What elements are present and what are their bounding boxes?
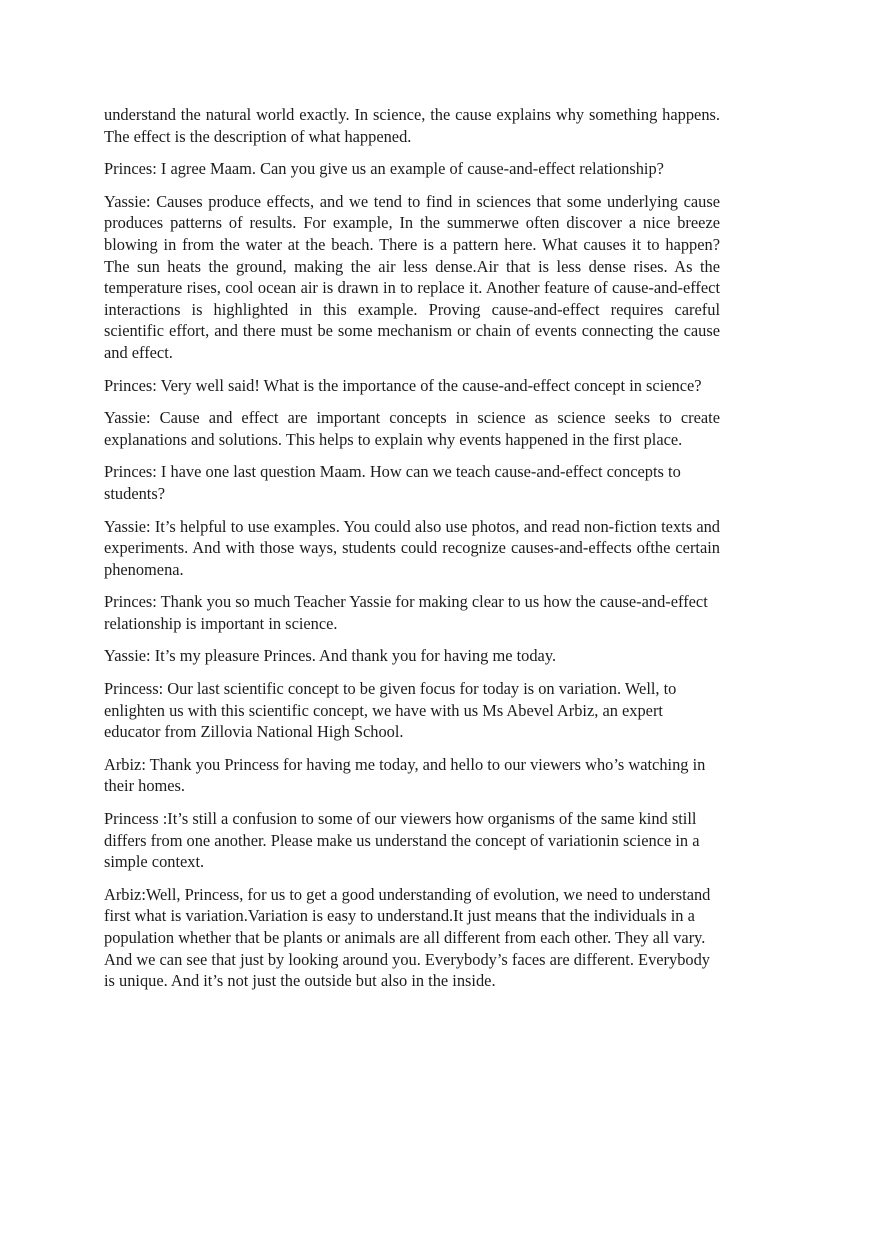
paragraph-13: Arbiz:Well, Princess, for us to get a good understanding of evolution, we need to understand first what is variation.Variation is easy to understand.It just means that the individuals in a population whether that be plants or animals are all different from each other. They all vary. And we can see that just by looking around you. Everybody’s faces are different. Everybody is unique. And it’s not just the outside but also in the inside. [104,884,711,991]
paragraph-8: Princes: Thank you so much Teacher Yassie for making clear to us how the cause-and-effect relationship is important in science. [104,592,708,633]
paragraph-5: Yassie: Cause and effect are important concepts in science as science seeks to create explanations and solutions. This helps to explain why events happened in the first place. [104,408,720,449]
paragraph-10: Princess: Our last scientific concept to be given focus for today is on variation. Well, to enlighten us with this scientific concept, we have with us Ms Abevel Arbiz, an expert educator from Zillovia National High School. [104,679,677,742]
paragraph-4: Princes: Very well said! What is the importance of the cause-and-effect concept in science? [104,375,702,395]
paragraph-9: Yassie: It’s my pleasure Princes. And thank you for having me today. [104,646,557,666]
paragraph-7: Yassie: It’s helpful to use examples. You could also use photos, and read non-fiction texts and experiments. And with those ways, students could recognize causes-and-effects ofthe certain phenomena. [104,516,720,579]
paragraph-2: Princes: I agree Maam. Can you give us an example of cause-and-effect relationship? [104,159,664,179]
paragraph-3: Yassie: Causes produce effects, and we tend to find in sciences that some underlying cause produces patterns of results. For example, In the summerwe often discover a nice breeze blowing in from the water at the beach. There is a pattern here. What causes it to happen? The sun heats the ground, making the air less dense.Air that is less dense rises. As the temperature rises, cool ocean air is drawn in to replace it. Another feature of cause-and-effect interactions is highlighted in this example. Proving cause-and-effect requires careful scientific effort, and there must be some mechanism or chain of events connecting the cause and effect. [104,191,720,362]
paragraph-6: Princes: I have one last question Maam. How can we teach cause-and-effect concepts to students? [104,462,681,503]
paragraph-1: understand the natural world exactly. In science, the cause explains why something happens. The effect is the description of what happened. [104,105,720,146]
document-page [104,104,720,1003]
paragraph-12: Princess :It’s still a confusion to some of our viewers how organisms of the same kind still differs from one another. Please make us understand the concept of variationin science in a simple context. [104,809,700,872]
paragraph-11: Arbiz: Thank you Princess for having me today, and hello to our viewers who’s watching in their homes. [104,754,706,796]
